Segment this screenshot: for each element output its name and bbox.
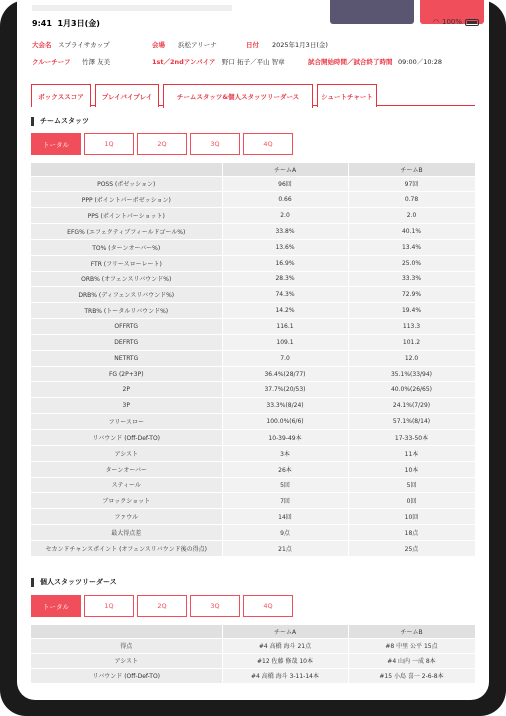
table-row: [31, 477, 475, 493]
team-b-value: 72.9%: [348, 287, 475, 303]
row-label: TO% (ターンオーバー%): [31, 239, 222, 255]
team-stats-title: チームスタッツ: [31, 117, 89, 126]
wifi-icon: ◠: [432, 18, 439, 26]
table-row: [31, 192, 475, 208]
row-label: リバウンド (Off-Def-TO): [31, 430, 222, 446]
row-label: 3P: [31, 398, 222, 414]
row-label: ORB% (オフェンスリバウンド%): [31, 271, 222, 287]
battery-icon: [465, 19, 479, 26]
venue-label: 会場: [152, 41, 165, 49]
battery-percent: 100%: [441, 18, 462, 26]
row-label: 得点: [31, 638, 222, 653]
table-row: [31, 525, 475, 541]
time-value: 09:00／10:28: [398, 58, 442, 66]
umpire-label: 1st／2ndアンパイア: [152, 58, 216, 66]
row-label: EFG% (エフェクティブフィールドゴール%): [31, 224, 222, 240]
table-row: [31, 239, 475, 255]
team-a-value: 37.7%(20/53): [222, 382, 348, 398]
team-a-value: 14回: [222, 509, 348, 525]
row-label: リバウンド (Off-Def-TO): [31, 668, 222, 683]
leaders-quarter-tab-q2[interactable]: 2Q: [137, 595, 187, 617]
date-label: 日付: [246, 41, 259, 49]
row-label: PPP (ポイントパーポゼッション): [31, 192, 222, 208]
team-b-value: 2.0: [348, 208, 475, 224]
table-row: [31, 414, 475, 430]
row-label: セカンドチャンスポイント (オフェンスリバウンド後の得点): [31, 540, 222, 556]
table-row: [31, 224, 475, 240]
team-b-value: 24.1%(7/29): [348, 398, 475, 414]
table-row: [31, 366, 475, 382]
team-b-value: 10本: [348, 461, 475, 477]
team-a-value: 109.1: [222, 334, 348, 350]
team-a-value: 7回: [222, 493, 348, 509]
row-label: PPS (ポイントパーショット): [31, 208, 222, 224]
team-b-value: 25.0%: [348, 255, 475, 271]
tab-shot-chart[interactable]: シュートチャート: [317, 84, 377, 107]
team-b-value: #8 中里 公平 15点: [348, 638, 475, 653]
table-row: [31, 461, 475, 477]
table-row: [31, 382, 475, 398]
view-tabs: [31, 84, 475, 106]
status-indicators: [433, 18, 479, 26]
team-stats-quarter-tab-q4[interactable]: 4Q: [243, 133, 293, 155]
leaders-quarter-tab-q1[interactable]: 1Q: [84, 595, 134, 617]
tournament-value: スプライサカップ: [58, 41, 110, 49]
tab-box-score[interactable]: ボックススコア: [31, 84, 91, 107]
row-label: ブロックショット: [31, 493, 222, 509]
crew-label: クルーチーフ: [32, 58, 71, 66]
team-b-value: 17-33-50本: [348, 430, 475, 446]
team-a-value: 3本: [222, 445, 348, 461]
table-row: [31, 255, 475, 271]
team-stats-header-label: [31, 163, 222, 176]
table-row: [31, 208, 475, 224]
row-label: DRB% (ディフェンスリバウンド%): [31, 287, 222, 303]
team-a-value: #4 高橋 海斗 21点: [222, 638, 348, 653]
header-button-secondary[interactable]: [330, 0, 414, 24]
status-bar: [17, 0, 489, 32]
team-b-value: 10回: [348, 509, 475, 525]
crew-value: 竹澤 友美: [82, 58, 111, 66]
team-a-value: 10-39-49本: [222, 430, 348, 446]
table-row: [31, 540, 475, 556]
row-label: アシスト: [31, 653, 222, 668]
row-label: DEFRTG: [31, 334, 222, 350]
team-b-value: #15 小島 喜一 2-6-8本: [348, 668, 475, 683]
row-label: FG (2P+3P): [31, 366, 222, 382]
team-stats-quarter-tab-q1[interactable]: 1Q: [84, 133, 134, 155]
leaders-quarter-tab-q3[interactable]: 3Q: [190, 595, 240, 617]
team-stats-header-team-b: チームB: [348, 163, 475, 176]
team-a-value: 16.9%: [222, 255, 348, 271]
table-row: [31, 668, 475, 683]
team-b-value: 0回: [348, 493, 475, 509]
team-b-value: 5回: [348, 477, 475, 493]
team-a-value: 5回: [222, 477, 348, 493]
leaders-title: 個人スタッツリーダース: [31, 578, 117, 587]
team-a-value: 0.66: [222, 192, 348, 208]
row-label: OFFRTG: [31, 319, 222, 335]
tab-play-by-play[interactable]: プレイバイプレイ: [95, 84, 159, 107]
table-row: [31, 334, 475, 350]
leaders-header-team-a: チームA: [222, 625, 348, 638]
team-a-value: 100.0%(6/6): [222, 414, 348, 430]
team-a-value: 13.6%: [222, 239, 348, 255]
team-a-value: 2.0: [222, 208, 348, 224]
team-a-value: 26本: [222, 461, 348, 477]
umpire-value: 野口 拓子／平山 智章: [222, 58, 285, 66]
team-b-value: 113.3: [348, 319, 475, 335]
tournament-label: 大会名: [32, 41, 52, 49]
row-label: スティール: [31, 477, 222, 493]
team-b-value: 12.0: [348, 350, 475, 366]
row-label: NETRTG: [31, 350, 222, 366]
team-b-value: 97回: [348, 176, 475, 192]
row-label: ターンオーバー: [31, 461, 222, 477]
row-label: TRB% (トータルリバウンド%): [31, 303, 222, 319]
table-row: [31, 653, 475, 668]
team-a-value: 14.2%: [222, 303, 348, 319]
table-row: [31, 430, 475, 446]
table-row: [31, 493, 475, 509]
table-row: [31, 176, 475, 192]
time-label: 試合開始時間／試合終了時間: [308, 58, 393, 66]
team-b-value: 25点: [348, 540, 475, 556]
leaders-quarter-tab-q4[interactable]: 4Q: [243, 595, 293, 617]
leaders-quarter-tab-total[interactable]: トータル: [31, 595, 81, 617]
table-row: [31, 271, 475, 287]
team-b-value: 40.1%: [348, 224, 475, 240]
row-label: フリースロー: [31, 414, 222, 430]
match-info: [32, 40, 476, 70]
table-row: [31, 638, 475, 653]
table-row: [31, 509, 475, 525]
team-a-value: #12 佐藤 修哉 10本: [222, 653, 348, 668]
screen: [17, 0, 489, 700]
row-label: 2P: [31, 382, 222, 398]
team-b-value: 33.3%: [348, 271, 475, 287]
team-stats-quarter-tab-q3[interactable]: 3Q: [190, 133, 240, 155]
team-stats-quarter-tab-q2[interactable]: 2Q: [137, 133, 187, 155]
team-a-value: 33.8%: [222, 224, 348, 240]
date-value: 2025年1月3日(金): [272, 41, 328, 49]
row-label: FTR (フリースローレート): [31, 255, 222, 271]
team-b-value: 0.78: [348, 192, 475, 208]
table-row: [31, 319, 475, 335]
team-b-value: 40.0%(26/65): [348, 382, 475, 398]
team-a-value: 74.3%: [222, 287, 348, 303]
team-a-value: 7.0: [222, 350, 348, 366]
team-a-value: 36.4%(28/77): [222, 366, 348, 382]
tab-team-stats[interactable]: チームスタッツ&個人スタッツリーダース: [163, 84, 313, 108]
table-row: [31, 398, 475, 414]
row-label: ファウル: [31, 509, 222, 525]
team-b-value: 18点: [348, 525, 475, 541]
team-b-value: 57.1%(8/14): [348, 414, 475, 430]
team-a-value: 21点: [222, 540, 348, 556]
team-stats-header-team-a: チームA: [222, 163, 348, 176]
team-a-value: 28.3%: [222, 271, 348, 287]
status-time: 9:41 1月3日(金): [32, 19, 100, 28]
team-a-value: 96回: [222, 176, 348, 192]
team-a-value: 116.1: [222, 319, 348, 335]
team-a-value: 33.3%(8/24): [222, 398, 348, 414]
team-b-value: #4 山内 一成 8本: [348, 653, 475, 668]
row-label: アシスト: [31, 445, 222, 461]
team-a-value: 9点: [222, 525, 348, 541]
team-stats-quarter-tab-total[interactable]: トータル: [31, 133, 81, 155]
table-row: [31, 287, 475, 303]
leaders-header-label: [31, 625, 222, 638]
venue-value: 浜松アリーナ: [178, 41, 217, 49]
page-title-cutoff: [32, 5, 232, 11]
row-label: POSS (ポゼッション): [31, 176, 222, 192]
team-b-value: 19.4%: [348, 303, 475, 319]
team-b-value: 13.4%: [348, 239, 475, 255]
team-stats-table: [31, 163, 476, 557]
table-row: [31, 445, 475, 461]
team-b-value: 11本: [348, 445, 475, 461]
leaders-header-team-b: チームB: [348, 625, 475, 638]
table-row: [31, 350, 475, 366]
row-label: 最大得点差: [31, 525, 222, 541]
team-b-value: 35.1%(33/94): [348, 366, 475, 382]
team-a-value: #4 高橋 海斗 3-11-14本: [222, 668, 348, 683]
table-row: [31, 303, 475, 319]
team-b-value: 101.2: [348, 334, 475, 350]
leaders-table: [31, 625, 476, 684]
